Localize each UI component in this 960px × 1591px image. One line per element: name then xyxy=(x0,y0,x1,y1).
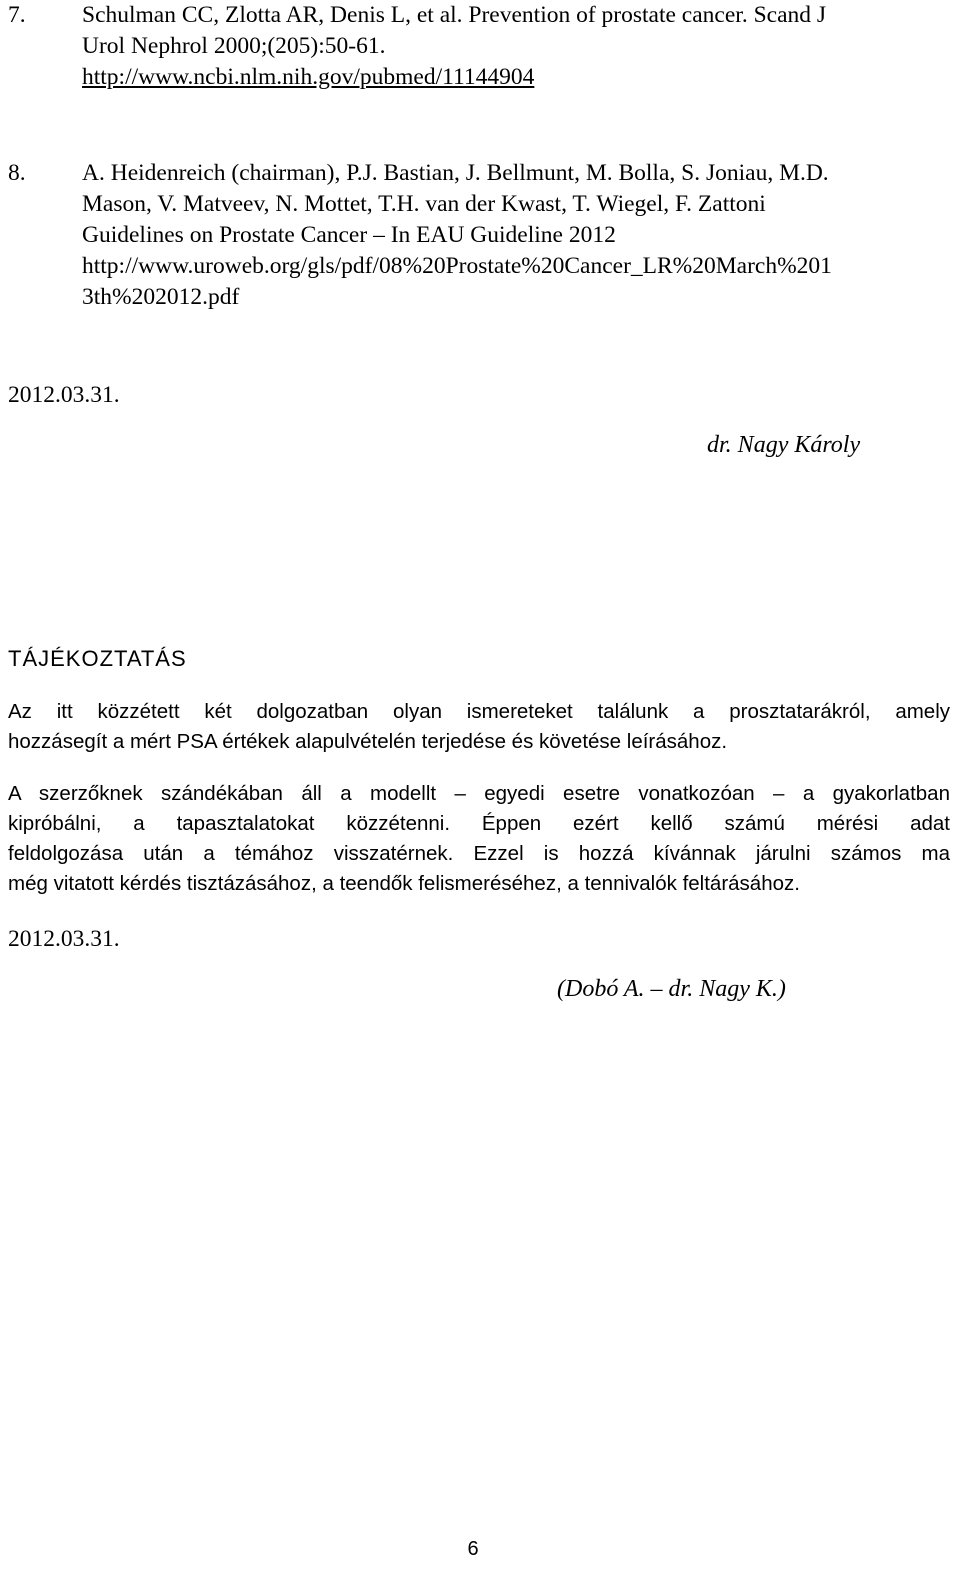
paragraph-line: hozzásegít a mért PSA értékek alapulvételén terjedése és követése leírásához. xyxy=(8,730,728,753)
paragraph-line: A szerzőknek szándékában áll a modellt – egyedi esetre vonatkozóan – a gyakorlatban xyxy=(8,782,950,805)
page-number: 6 xyxy=(467,1538,479,1560)
paragraph-1 xyxy=(8,697,950,757)
reference-7 xyxy=(8,0,948,93)
reference-url-line: http://www.uroweb.org/gls/pdf/08%20Prostate%20Cancer_LR%20March%201 xyxy=(82,253,832,279)
reference-8 xyxy=(8,158,948,313)
reference-line: Urol Nephrol 2000;(205):50-61. xyxy=(82,33,386,59)
reference-body xyxy=(82,158,948,313)
reference-link-line xyxy=(82,62,948,93)
paragraph-line: még vitatott kérdés tisztázásához, a teendők felismeréséhez, a tennivalók feltárásához. xyxy=(8,872,800,895)
reference-line: Schulman CC, Zlotta AR, Denis L, et al. Prevention of prostate cancer. Scand J xyxy=(82,2,827,28)
reference-body xyxy=(82,0,948,93)
reference-number: 8. xyxy=(8,160,26,186)
paragraph-line: kipróbálni, a tapasztalatokat közzétenni. Éppen ezért kellő számú mérési adat xyxy=(8,812,950,835)
signature-bottom: (Dobó A. – dr. Nagy K.) xyxy=(557,976,786,1002)
paragraph-line: Az itt közzétett két dolgozatban olyan ismereteket találunk a prosztatarákról, amely xyxy=(8,700,950,723)
paragraph-2 xyxy=(8,779,950,899)
reference-line: Mason, V. Matveev, N. Mottet, T.H. van der Kwast, T. Wiegel, F. Zattoni xyxy=(82,191,766,217)
reference-line: Guidelines on Prostate Cancer – In EAU Guideline 2012 xyxy=(82,222,616,248)
section-heading: TÁJÉKOZTATÁS xyxy=(8,646,187,671)
pubmed-link[interactable]: http://www.ncbi.nlm.nih.gov/pubmed/11144904 xyxy=(82,64,535,90)
reference-line: A. Heidenreich (chairman), P.J. Bastian, J. Bellmunt, M. Bolla, S. Joniau, M.D. xyxy=(82,160,829,186)
paragraph-line: feldolgozása után a témához visszatérnek. Ezzel is hozzá kívánnak járulni számos ma xyxy=(8,842,950,865)
reference-url-line: 3th%202012.pdf xyxy=(82,284,240,310)
reference-number: 7. xyxy=(8,2,26,28)
date-top: 2012.03.31. xyxy=(8,382,120,408)
date-bottom: 2012.03.31. xyxy=(8,926,120,952)
signature-top: dr. Nagy Károly xyxy=(707,432,861,458)
